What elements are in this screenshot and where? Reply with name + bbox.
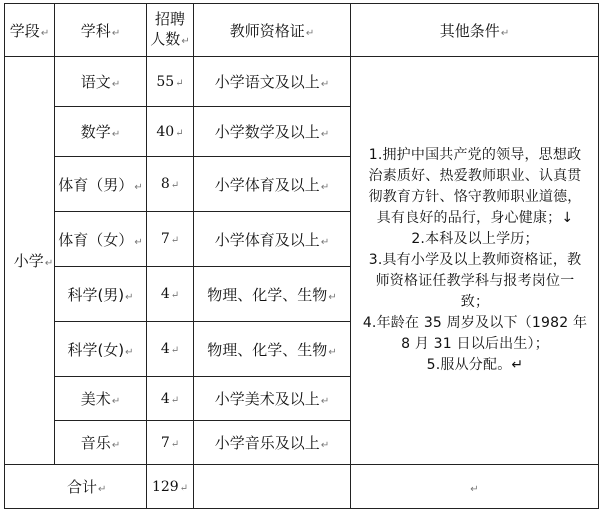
count-cell: 7↵ xyxy=(147,212,194,267)
subject-cell: 数学↵ xyxy=(55,107,147,157)
certificate-cell: 小学美术及以上↵ xyxy=(194,377,351,421)
subject-cell: 科学(女)↵ xyxy=(55,322,147,377)
header-conditions: 其他条件↵ xyxy=(351,4,599,57)
count-cell: 4↵ xyxy=(147,267,194,322)
count-cell: 55↵ xyxy=(147,57,194,107)
subject-cell: 科学(男)↵ xyxy=(55,267,147,322)
certificate-cell: 小学语文及以上↵ xyxy=(194,57,351,107)
condition-line: 4.年龄在 35 周岁及以下（1982 年 xyxy=(362,315,588,331)
certificate-cell: 小学体育及以上↵ xyxy=(194,157,351,212)
header-count xyxy=(147,4,194,57)
table-row xyxy=(5,57,599,107)
header-stage: 学段↵ xyxy=(5,4,55,57)
condition-line: 具有良好的品行，身心健康；↓ xyxy=(376,210,574,226)
certificate-cell: 物理、化学、生物↵ xyxy=(194,267,351,322)
subject-cell: 体育（女）↵ xyxy=(55,212,147,267)
subject-cell: 语文↵ xyxy=(55,57,147,107)
certificate-cell: 物理、化学、生物↵ xyxy=(194,322,351,377)
conditions-cell xyxy=(351,57,599,465)
total-certificate-cell xyxy=(194,465,351,509)
condition-line: 彻教育方针、恪守教师职业道德， xyxy=(368,189,582,205)
condition-line: 8 月 31 日以后出生）； xyxy=(401,336,549,352)
total-label-cell: 合计↵ xyxy=(5,465,147,509)
certificate-cell: 小学音乐及以上↵ xyxy=(194,421,351,465)
condition-line: 致； xyxy=(460,294,490,310)
count-cell: 7↵ xyxy=(147,421,194,465)
count-cell: 4↵ xyxy=(147,377,194,421)
total-conditions-cell: ↵ xyxy=(351,465,599,509)
subject-cell: 美术↵ xyxy=(55,377,147,421)
header-subject: 学科↵ xyxy=(55,4,147,57)
total-count-cell: 129↵ xyxy=(147,465,194,509)
header-certificate: 教师资格证↵ xyxy=(194,4,351,57)
header-row xyxy=(5,4,599,57)
count-cell: 40↵ xyxy=(147,107,194,157)
condition-line: 3.具有小学及以上教师资格证，教 xyxy=(368,252,582,268)
certificate-cell: 小学体育及以上↵ xyxy=(194,212,351,267)
condition-line: 师资格证任教学科与报考岗位一 xyxy=(375,273,575,289)
stage-cell: 小学↵ xyxy=(5,57,55,465)
condition-line: 2.本科及以上学历； xyxy=(411,231,539,247)
condition-line: 1.拥护中国共产党的领导，思想政 xyxy=(368,147,582,163)
header-count-line2: 人数↵ xyxy=(150,29,190,48)
count-cell: 4↵ xyxy=(147,322,194,377)
total-row xyxy=(5,465,599,509)
recruitment-table xyxy=(4,3,599,509)
count-cell: 8↵ xyxy=(147,157,194,212)
condition-line: 5.服从分配。↵ xyxy=(426,357,524,373)
header-count-line1: 招聘 xyxy=(154,9,185,28)
condition-line: 治素质好、热爱教师职业、认真贯 xyxy=(368,168,582,184)
subject-cell: 音乐↵ xyxy=(55,421,147,465)
certificate-cell: 小学数学及以上↵ xyxy=(194,107,351,157)
subject-cell: 体育（男）↵ xyxy=(55,157,147,212)
